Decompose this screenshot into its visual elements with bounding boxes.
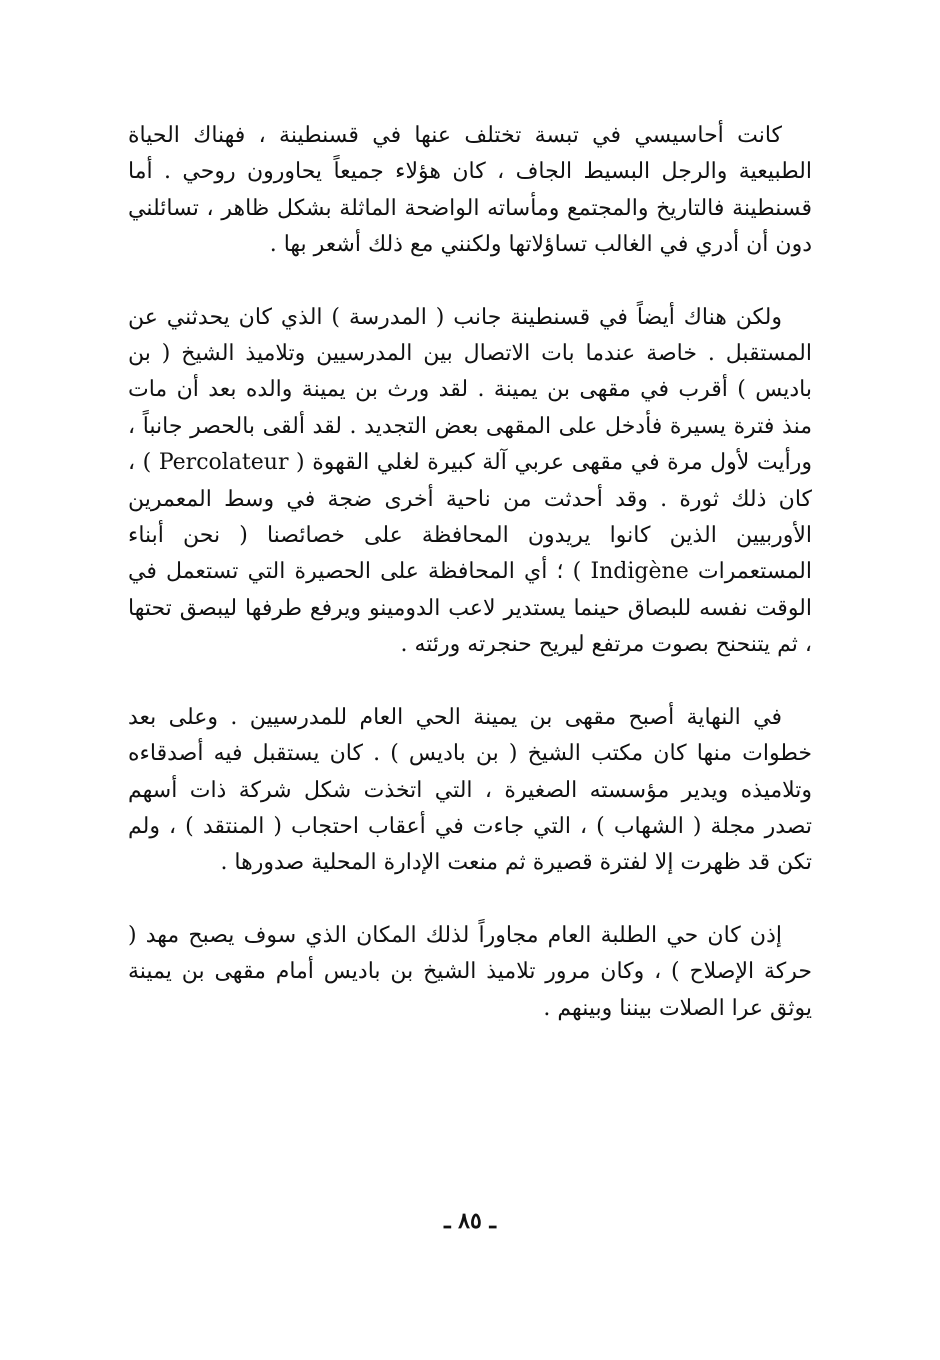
- paragraph-4: إذن كان حي الطلبة العام مجاوراً لذلك المكان الذي سوف يصبح مهد ( حركة الإصلاح ) ، وكان مرور تلاميذ الشيخ بن باديس أمام مقهى بن يمينة يوثق عرا الصلات بيننا وبينهم .: [128, 922, 812, 1021]
- body-text: [128, 118, 812, 1027]
- page-number: ـ ٨٥ ـ: [444, 1208, 496, 1234]
- paragraph-1: كانت أحاسيسي في تبسة تختلف عنها في قسنطينة ، فهناك الحياة الطبيعية والرجل البسيط الجاف ، كان هؤلاء جميعاً يحاورون روحي . أما قسنطينة فالتاريخ والمجتمع ومأساته الواضحة الماثلة بشكل ظاهر ، تسائلني دون أن أدري في الغالب تساؤلاتها ولكنني مع ذلك أشعر بها .: [128, 123, 812, 258]
- paragraph-3: في النهاية أصبح مقهى بن يمينة الحي العام للمدرسيين . وعلى بعد خطوات منها كان مكتب الشيخ ( بن باديس ) . كان يستقبل فيه أصدقاءه وتلاميذه ويدير مؤسسته الصغيرة ، التي اتخذت شكل شركة ذات أسهم تصدر مجلة ( الشهاب ) ، التي جاءت في أعقاب احتجاب ( المنتقد ) ، ولم تكن قد ظهرت إلا لفترة قصيرة ثم منعت الإدارة المحلية صدورها .: [128, 704, 812, 876]
- paragraph-2: ولكن هناك أيضاً في قسنطينة جانب ( المدرسة ) الذي كان يحدثني عن المستقبل . خاصة عندما بات الاتصال بين المدرسيين وتلاميذ الشيخ ( بن باديس ) أقرب في مقهى بن يمينة . لقد ورث بن يمينة والده بعد أن مات منذ فترة يسيرة فأدخل على المقهى بعض التجديد . لقد ألقى بالحصر جانباً ، ورأيت لأول مرة في مقهى عربي آلة كبيرة لغلي القهوة ( Percolateur ) ، كان ذلك ثورة . وقد أحدثت من ناحية أخرى ضجة في وسط المعمرين الأوربيين الذين كانوا يريدون المحافظة على خصائصنا ( نحن أبناء المستعمرات Indigène ) ؛ أي المحافظة على الحصيرة التي تستعمل في الوقت نفسه للبصاق حينما يستدير لاعب الدومينو ويرفع طرفها ليبصق تحتها ، ثم يتنحنح بصوت مرتفع ليريح حنجرته ورئته .: [128, 304, 813, 658]
